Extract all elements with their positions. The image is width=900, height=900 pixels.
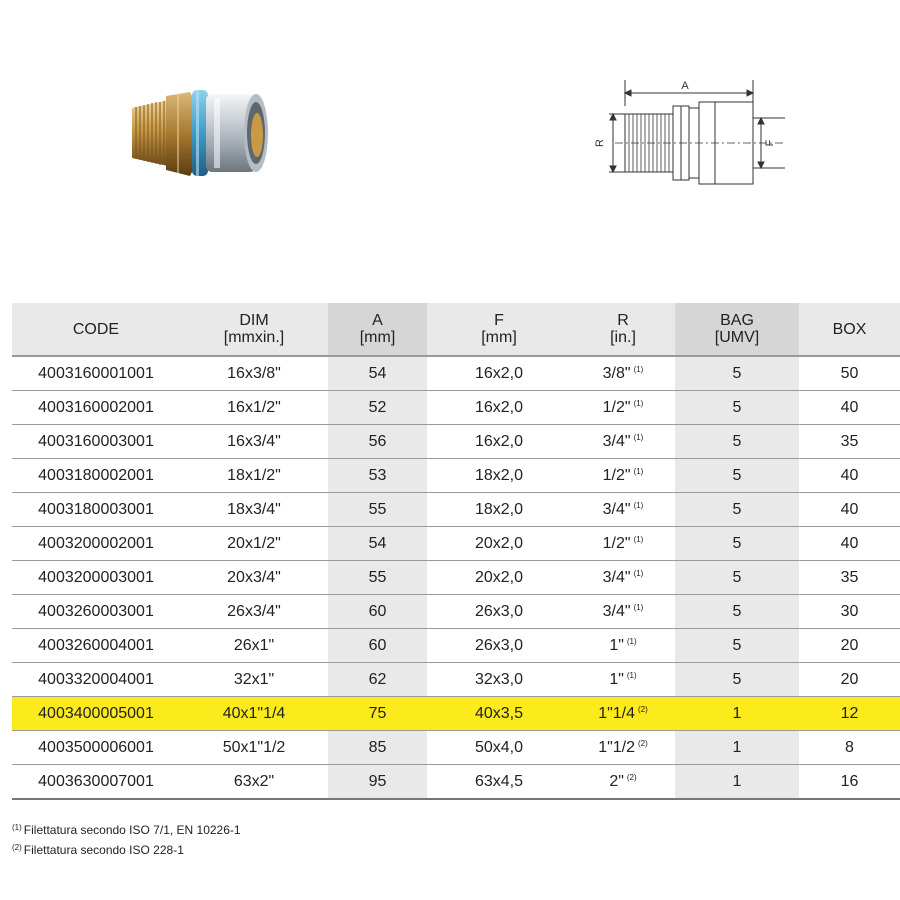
table-row: [12, 697, 900, 731]
cell-bag: 5: [675, 527, 799, 561]
footnote-ref: (1): [633, 534, 644, 544]
technical-drawing: [585, 78, 795, 190]
cell-box: 40: [799, 391, 900, 425]
cell-box: 50: [799, 356, 900, 391]
cell-f: 32x3,0: [427, 663, 571, 697]
cell-code: 4003400005001: [12, 697, 180, 731]
cell-dim: 26x3/4": [180, 595, 328, 629]
cell-bag: 1: [675, 765, 799, 800]
footnote-ref: (1): [633, 500, 644, 510]
cell-code: 4003160001001: [12, 356, 180, 391]
cell-a: 54: [328, 356, 427, 391]
cell-a: 62: [328, 663, 427, 697]
cell-a: 60: [328, 595, 427, 629]
footnotes: [12, 819, 241, 859]
spec-table: [12, 303, 900, 800]
cell-r: 1/2" $^{(1)}$: [571, 527, 675, 561]
cell-a: 53: [328, 459, 427, 493]
header-code: CODE: [12, 303, 180, 356]
footnote-ref: (1): [626, 636, 637, 646]
table-header-row: [12, 303, 900, 356]
cell-a: 55: [328, 561, 427, 595]
cell-a: 95: [328, 765, 427, 800]
cell-box: 30: [799, 595, 900, 629]
footnote-ref: (1): [633, 568, 644, 578]
cell-r: 3/4" $^{(1)}$: [571, 493, 675, 527]
table-row: [12, 629, 900, 663]
cell-box: 8: [799, 731, 900, 765]
cell-dim: 16x3/4": [180, 425, 328, 459]
cell-box: 35: [799, 425, 900, 459]
table-row: [12, 493, 900, 527]
cell-bag: 5: [675, 561, 799, 595]
cell-dim: 40x1"1/4: [180, 697, 328, 731]
table-row: [12, 595, 900, 629]
footnote-ref: (1): [633, 466, 644, 476]
cell-dim: 16x3/8": [180, 356, 328, 391]
cell-f: 40x3,5: [427, 697, 571, 731]
cell-bag: 1: [675, 697, 799, 731]
dim-r-label: R: [594, 139, 606, 147]
cell-dim: 50x1"1/2: [180, 731, 328, 765]
cell-code: 4003500006001: [12, 731, 180, 765]
cell-r: 1" $^{(1)}$: [571, 663, 675, 697]
footnote-ref: (1): [633, 432, 644, 442]
cell-code: 4003320004001: [12, 663, 180, 697]
cell-f: 20x2,0: [427, 561, 571, 595]
cell-r: 1" $^{(1)}$: [571, 629, 675, 663]
cell-box: 12: [799, 697, 900, 731]
cell-f: 18x2,0: [427, 493, 571, 527]
cell-a: 54: [328, 527, 427, 561]
cell-f: 63x4,5: [427, 765, 571, 800]
cell-bag: 5: [675, 493, 799, 527]
header-box: BOX: [799, 303, 900, 356]
cell-r: 1"1/2 $^{(2)}$: [571, 731, 675, 765]
cell-r: 2" $^{(2)}$: [571, 765, 675, 800]
footnote-ref: (1): [633, 398, 644, 408]
cell-f: 16x2,0: [427, 391, 571, 425]
cell-dim: 26x1": [180, 629, 328, 663]
cell-f: 16x2,0: [427, 356, 571, 391]
footnote-1: $^{(1)}$ Filettatura secondo ISO 7/1, EN 10226-1: [12, 823, 241, 837]
cell-code: 4003160003001: [12, 425, 180, 459]
cell-box: 16: [799, 765, 900, 800]
cell-f: 50x4,0: [427, 731, 571, 765]
cell-dim: 18x1/2": [180, 459, 328, 493]
cell-bag: 5: [675, 459, 799, 493]
cell-r: 1/2" $^{(1)}$: [571, 391, 675, 425]
cell-bag: 1: [675, 731, 799, 765]
cell-box: 20: [799, 663, 900, 697]
footnote-ref: (2): [638, 738, 648, 748]
footnote-ref: (1): [633, 602, 644, 612]
cell-bag: 5: [675, 663, 799, 697]
table-row: [12, 425, 900, 459]
cell-code: 4003180002001: [12, 459, 180, 493]
cell-box: 40: [799, 459, 900, 493]
cell-code: 4003200002001: [12, 527, 180, 561]
dim-a-label: A: [681, 80, 689, 92]
cell-r: 1/2" $^{(1)}$: [571, 459, 675, 493]
header-bag: BAG [UMV]: [675, 303, 799, 356]
footnote-ref: (1): [633, 364, 644, 374]
cell-a: 56: [328, 425, 427, 459]
cell-dim: 20x3/4": [180, 561, 328, 595]
cell-r: 3/4" $^{(1)}$: [571, 561, 675, 595]
table-row: [12, 527, 900, 561]
table-row: [12, 459, 900, 493]
dim-f-label: F: [764, 139, 776, 147]
header-r: R [in.]: [571, 303, 675, 356]
cell-f: 26x3,0: [427, 629, 571, 663]
cell-dim: 63x2": [180, 765, 328, 800]
table-row: [12, 663, 900, 697]
cell-bag: 5: [675, 629, 799, 663]
cell-r: 3/4" $^{(1)}$: [571, 595, 675, 629]
cell-a: 60: [328, 629, 427, 663]
footnote-ref: (1): [626, 670, 637, 680]
cell-dim: 20x1/2": [180, 527, 328, 561]
cell-code: 4003260004001: [12, 629, 180, 663]
table-row: [12, 765, 900, 800]
cell-r: 1"1/4 $^{(2)}$: [571, 697, 675, 731]
table-row: [12, 356, 900, 391]
cell-box: 40: [799, 493, 900, 527]
cell-a: 55: [328, 493, 427, 527]
cell-r: 3/4" $^{(1)}$: [571, 425, 675, 459]
header-f: F [mm]: [427, 303, 571, 356]
cell-code: 4003180003001: [12, 493, 180, 527]
cell-box: 20: [799, 629, 900, 663]
header-a: A [mm]: [328, 303, 427, 356]
cell-code: 4003160002001: [12, 391, 180, 425]
cell-bag: 5: [675, 595, 799, 629]
header-dim: DIM [mmxin.]: [180, 303, 328, 356]
table-row: [12, 731, 900, 765]
cell-f: 26x3,0: [427, 595, 571, 629]
cell-bag: 5: [675, 425, 799, 459]
cell-f: 18x2,0: [427, 459, 571, 493]
cell-a: 52: [328, 391, 427, 425]
table-row: [12, 561, 900, 595]
product-photo: [128, 70, 278, 190]
cell-bag: 5: [675, 391, 799, 425]
cell-f: 16x2,0: [427, 425, 571, 459]
cell-dim: 18x3/4": [180, 493, 328, 527]
cell-f: 20x2,0: [427, 527, 571, 561]
cell-box: 40: [799, 527, 900, 561]
footnote-ref: (2): [638, 704, 648, 714]
cell-code: 4003200003001: [12, 561, 180, 595]
footnote-ref: (2): [626, 772, 637, 782]
cell-a: 85: [328, 731, 427, 765]
cell-dim: 32x1": [180, 663, 328, 697]
cell-bag: 5: [675, 356, 799, 391]
table-row: [12, 391, 900, 425]
cell-code: 4003260003001: [12, 595, 180, 629]
cell-dim: 16x1/2": [180, 391, 328, 425]
footnote-2: $^{(2)}$ Filettatura secondo ISO 228-1: [12, 843, 184, 857]
cell-code: 4003630007001: [12, 765, 180, 800]
cell-box: 35: [799, 561, 900, 595]
cell-a: 75: [328, 697, 427, 731]
cell-r: 3/8" $^{(1)}$: [571, 356, 675, 391]
